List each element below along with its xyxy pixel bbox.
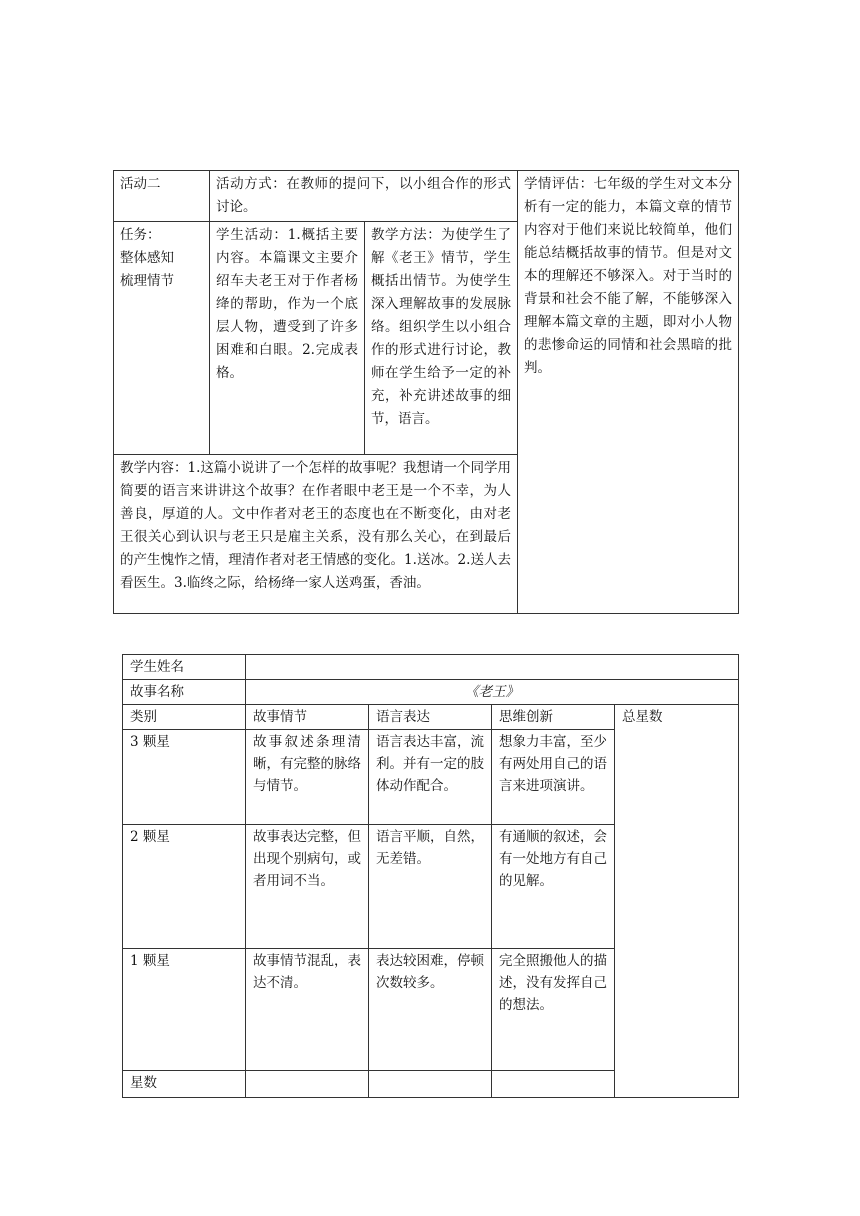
rubric-thinking: 想象力丰富，至少有两处用自己的语言来进项演讲。 xyxy=(492,730,615,825)
activity-label: 活动二 xyxy=(114,171,210,222)
rubric-level: 2 颗星 xyxy=(123,825,246,949)
rubric-level: 1 颗星 xyxy=(123,949,246,1071)
header-total-stars: 总星数 xyxy=(615,705,739,1098)
rubric-language: 语言平顺，自然，无差错。 xyxy=(369,825,492,949)
lesson-plan-table xyxy=(113,170,739,614)
stars-label: 星数 xyxy=(123,1071,246,1098)
rubric-thinking: 有通顺的叙述，会有一处地方有自己的见解。 xyxy=(492,825,615,949)
stars-cell xyxy=(492,1071,615,1098)
rubric-plot: 故事表达完整，但出现个别病句，或者用词不当。 xyxy=(246,825,369,949)
rubric-thinking: 完全照搬他人的描述，没有发挥自己的想法。 xyxy=(492,949,615,1071)
story-name-label: 故事名称 xyxy=(123,680,246,705)
stars-cell xyxy=(246,1071,369,1098)
learning-assessment: 学情评估：七年级的学生对文本分析有一定的能力，本篇文章的情节内容对于他们来说比较简单，他们能总结概括故事的情节。但是对文本的理解还不够深入。对于当时的背景和社会不能了解，不能够深入理解本篇文章的主题，即对小人物的悲惨命运的同情和社会黑暗的批判。 xyxy=(518,171,739,614)
header-thinking: 思维创新 xyxy=(492,705,615,730)
rubric-language: 语言表达丰富，流利。并有一定的肢体动作配合。 xyxy=(369,730,492,825)
rubric-level: 3 颗星 xyxy=(123,730,246,825)
teaching-method: 教学方法：为使学生了解《老王》情节，学生概括出情节。为使学生深入理解故事的发展脉络。组织学生以小组合作的形式进行讨论，教师在学生给予一定的补充，补充讲述故事的细节，语言。 xyxy=(365,222,518,455)
task-label-line: 梳理情节 xyxy=(120,273,174,289)
activity-mode: 活动方式：在教师的提问下，以小组合作的形式讨论。 xyxy=(210,171,518,222)
student-name-label: 学生姓名 xyxy=(123,655,246,680)
student-activity: 学生活动：1.概括主要内容。本篇课文主要介绍车夫老王对于作者杨绛的帮助，作为一个底层人物，遭受到了许多困难和白眼。2.完成表格。 xyxy=(210,222,365,455)
header-plot: 故事情节 xyxy=(246,705,369,730)
header-category: 类别 xyxy=(123,705,246,730)
teaching-content: 教学内容：1.这篇小说讲了一个怎样的故事呢？我想请一个同学用简要的语言来讲讲这个故事？在作者眼中老王是一个不幸，为人善良，厚道的人。文中作者对老王的态度也在不断变化，由对老王很关心到认识与老王只是雇主关系，没有那么关心，在到最后的产生愧怍之情，理清作者对老王情感的变化。1.送冰。2.送人去看医生。3.临终之际，给杨绛一家人送鸡蛋，香油。 xyxy=(114,455,518,614)
stars-cell xyxy=(369,1071,492,1098)
rubric-language: 表达较困难，停顿次数较多。 xyxy=(369,949,492,1071)
story-name-value: 《老王》 xyxy=(246,680,739,705)
student-name-value xyxy=(246,655,739,680)
story-rubric-table xyxy=(122,654,739,1098)
rubric-plot: 故事情节混乱，表达不清。 xyxy=(246,949,369,1071)
task-label-line: 整体感知 xyxy=(120,250,174,266)
rubric-plot: 故事叙述条理清晰，有完整的脉络与情节。 xyxy=(246,730,369,825)
header-language: 语言表达 xyxy=(369,705,492,730)
task-label-line: 任务： xyxy=(120,227,161,243)
task-label xyxy=(114,222,210,455)
